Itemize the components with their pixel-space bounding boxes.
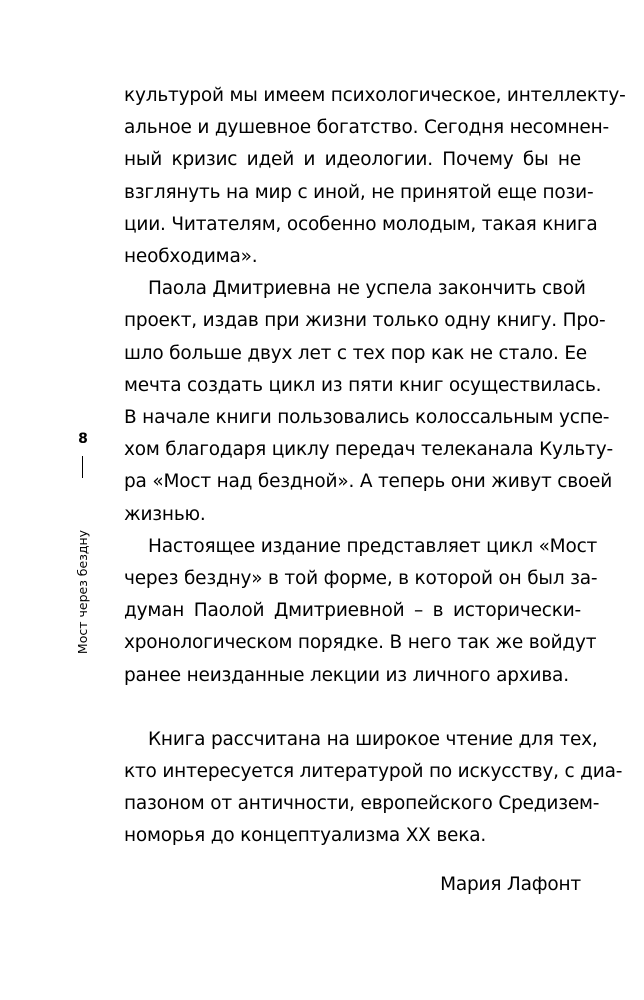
text-line: В начале книги пользовались колоссальным успе- <box>124 407 610 429</box>
text-line: мечта создать цикл из пяти книг осуществилась. <box>124 374 602 396</box>
paragraph-audience <box>124 724 623 853</box>
text-line: Настоящее издание представляет цикл «Мост <box>148 535 598 557</box>
text-line: пазоном от античности, европейского Средизем- <box>124 793 600 815</box>
text-line: Книга рассчитана на широкое чтение для тех, <box>148 728 598 750</box>
paragraph-quote-end <box>124 80 626 273</box>
author-signature: Мария Лафонт <box>440 873 581 895</box>
text-line: ранее неизданные лекции из личного архива. <box>124 664 569 686</box>
text-line: альное и душевное богатство. Сегодня несомнен- <box>124 117 609 139</box>
text-line: через бездну» в той форме, в которой он был за- <box>124 568 598 590</box>
main-text <box>124 80 626 901</box>
paragraph-project <box>124 273 613 531</box>
text-line: думан Паолой Дмитриевной – в исторически- <box>124 600 581 622</box>
text-line: кто интересуется литературой по искусству, с диа- <box>124 761 623 783</box>
text-line: ный кризис идей и идеологии. Почему бы не <box>124 149 581 171</box>
running-title: Мост через бездну <box>75 529 90 655</box>
text-line: необходима». <box>124 246 258 268</box>
text-line: шло больше двух лет с тех пор как не стало. Ее <box>124 342 587 364</box>
paragraph-gap <box>124 692 581 724</box>
margin-rule <box>82 456 83 478</box>
text-line: номорья до концептуализма XX века. <box>124 825 487 847</box>
page-number: 8 <box>78 431 88 447</box>
text-line: культурой мы имеем психологическое, интеллекту- <box>124 85 626 106</box>
text-line: Паола Дмитриевна не успела закончить свой <box>148 278 586 300</box>
text-line: хом благодаря циклу передач телеканала Культу- <box>124 439 613 461</box>
text-line: ра «Мост над бездной». А теперь они живут своей <box>124 471 613 493</box>
paragraph-edition <box>124 531 598 692</box>
text-line: жизнью. <box>124 503 206 525</box>
text-line: хронологическом порядке. В него так же войдут <box>124 632 597 654</box>
text-line: проект, издав при жизни только одну книгу. Про- <box>124 310 606 332</box>
text-line: взглянуть на мир с иной, не принятой еще пози- <box>124 181 594 203</box>
text-line: ции. Читателям, особенно молодым, такая книга <box>124 213 598 235</box>
